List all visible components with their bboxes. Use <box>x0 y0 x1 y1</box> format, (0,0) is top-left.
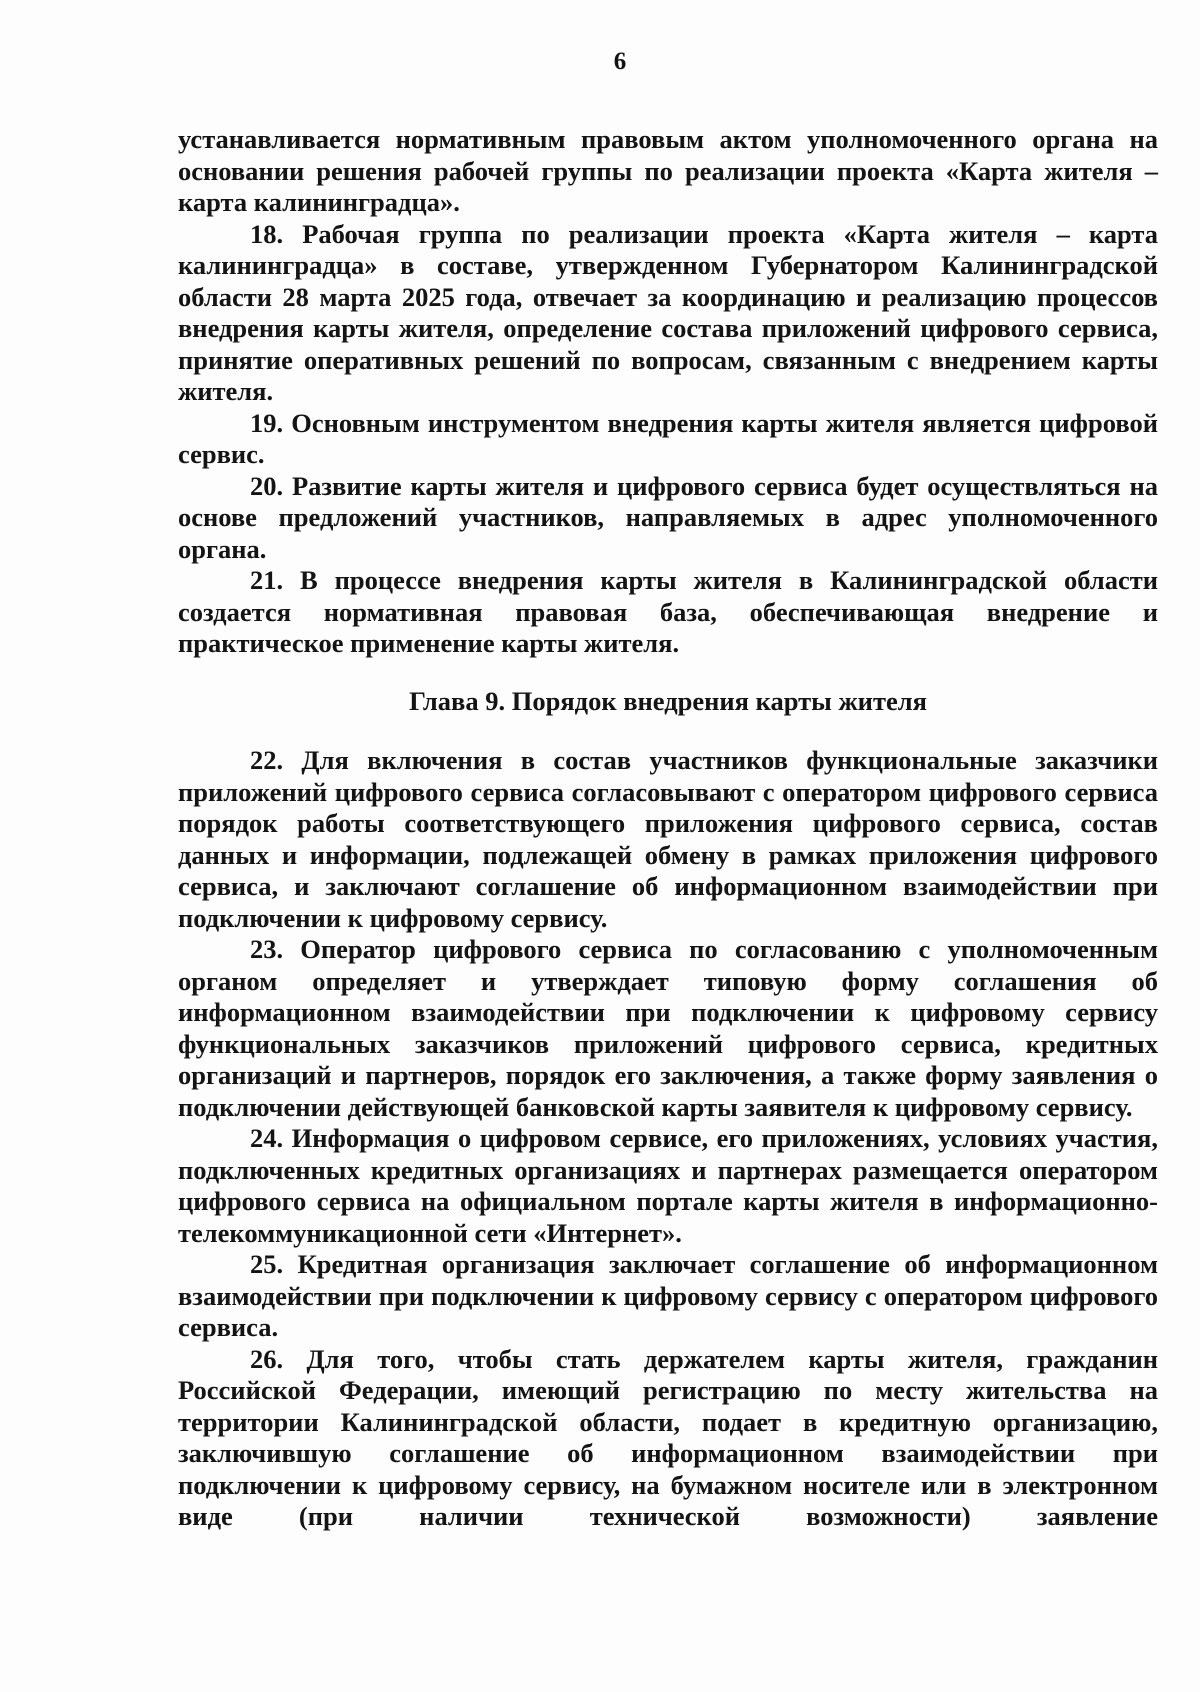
page-number: 6 <box>613 48 627 75</box>
paragraph-20: 20. Развитие карты жителя и цифрового сервиса будет осуществляться на основе предложений участников, направляемых в адрес уполномоченного органа. <box>178 470 1158 564</box>
paragraph-23: 23. Оператор цифрового сервиса по согласованию с уполномоченным органом определяет и утверждает типовую форму соглашения об информационном взаимодействии при подключении к цифровому сервису функциональных заказчиков приложений цифрового сервиса, кредитных организаций и партнеров, порядок его заключения, а также форму заявления о подключении действующей банковской карты заявителя к цифровому сервису. <box>178 934 1158 1122</box>
paragraph-18: 18. Рабочая группа по реализации проекта «Карта жителя – карта калининградца» в составе, утвержденном Губернатором Калининградской области 28 марта 2025 года, отвечает за координацию и реализацию процессов внедрения карты жителя, определение состава приложений цифрового сервиса, принятие оперативных решений по вопросам, связанным с внедрением карты жителя. <box>178 218 1158 406</box>
chapter-title: Глава 9. Порядок внедрения карты жителя <box>409 685 927 716</box>
paragraph-26: 26. Для того, чтобы стать держателем карты жителя, гражданин Российской Федерации, имеющий регистрацию по месту жительства на территории Калининградской области, подает в кредитную организацию, заключившую соглашение об информационном взаимодействии при подключении к цифровому сервису, на бумажном носителе или в электронном виде (при наличии технической возможности) заявление <box>178 1343 1158 1531</box>
document-body <box>178 124 1158 1533</box>
paragraph-25: 25. Кредитная организация заключает соглашение об информационном взаимодействии при подключении к цифровому сервису с оператором цифрового сервиса. <box>178 1249 1158 1342</box>
paragraph-22: 22. Для включения в состав участников функциональные заказчики приложений цифрового сервиса согласовывают с оператором цифрового сервиса порядок работы соответствующего приложения цифрового сервиса, состав данных и информации, подлежащей обмену в рамках приложения цифрового сервиса, и заключают соглашение об информационном взаимодействии при подключении к цифровому сервису. <box>178 745 1158 933</box>
paragraph-24: 24. Информация о цифровом сервисе, его приложениях, условиях участия, подключенных кредитных организациях и партнерах размещается оператором цифрового сервиса на официальном портале карты жителя в информационно-телекоммуникационной сети «Интернет». <box>178 1123 1158 1248</box>
paragraph-continuation: устанавливается нормативным правовым актом уполномоченного органа на основании решения рабочей группы по реализации проекта «Карта жителя – карта калининградца». <box>178 124 1158 217</box>
paragraph-19: 19. Основным инструментом внедрения карты жителя является цифровой сервис. <box>178 407 1158 469</box>
paragraph-21: 21. В процессе внедрения карты жителя в Калининградской области создается нормативная правовая база, обеспечивающая внедрение и практическое применение карты жителя. <box>178 565 1158 658</box>
